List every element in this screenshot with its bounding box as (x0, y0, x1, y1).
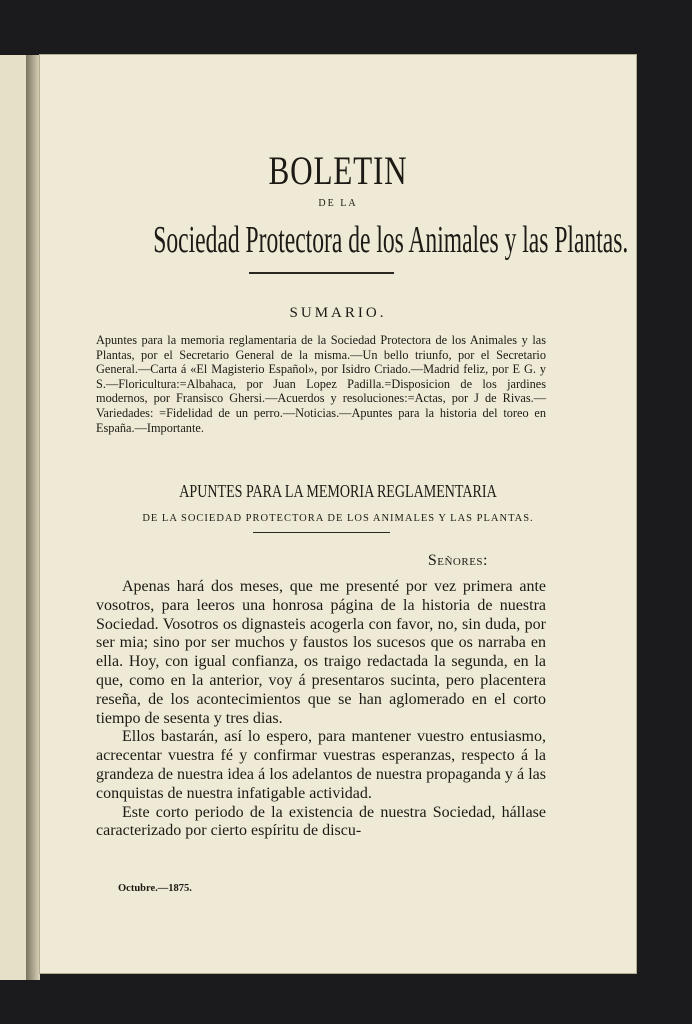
society-name: Sociedad Protectora de los Animales y las Plantas. (153, 219, 629, 261)
title-connector: DE LA (318, 198, 358, 209)
section-rule (253, 532, 390, 533)
paragraph-1: Apenas hará dos meses, que me presenté por vez primera ante vosotros, para leeros una honrosa página de la historia de nuestra Sociedad. Vosotros os dignasteis acogerla con favor, no, sin duda, por ser mia; sino por ser muchos y faustos los sucesos que os narraba en ella. Hoy, con igual confianza, os traigo redactada la segunda, en la que, como en la anterior, voy á presentaros sucinta, pero placentera reseña, de los acontecimientos que se han aglomerado en el corto tiempo de sesenta y tres dias. (96, 578, 546, 727)
paragraph-2: Ellos bastarán, así lo espero, para mantener vuestro entusiasmo, acrecentar vuestra fé y confirmar vuestras esperanzas, respecto á la grandeza de nuestra idea á los adelantos de nuestra propaganda y á las conquistas de nuestra infatigable actividad. (96, 728, 546, 802)
salutation: Señores: (427, 552, 488, 569)
book-page (40, 55, 636, 973)
section-title: APUNTES PARA LA MEMORIA REGLAMENTARIA (179, 481, 497, 501)
section-subtitle: DE LA SOCIEDAD PROTECTORA DE LOS ANIMALES Y LAS PLANTAS. (142, 513, 534, 524)
left-page-edge (0, 55, 28, 980)
book-spine (26, 55, 40, 980)
sumario-text: Apuntes para la memoria reglamentaria de la Sociedad Protectora de los Animales y las Plantas, por el Secretario General de la misma.—Un bello triunfo, por el Secretario General.—Carta á «El Magisterio Español», por Isidro Criado.—Madrid feliz, por E G. y S.—Floricultura:=Albahaca, por Juan Lopez Padilla.=Disposicion de los jardines modernos, por Fransisco Ghersi.—Acuerdos y resoluciones:=Actas, por J de Rivas.— Variedades: =Fidelidad de un perro.—Noticias.—Apuntes para la historia del toreo en España.—Importante. (96, 333, 546, 435)
page-footer-date: Octubre.—1875. (118, 883, 192, 894)
page-title: BOLETIN (268, 148, 408, 193)
title-rule (249, 272, 394, 274)
body-text (96, 578, 546, 841)
paragraph-3: Este corto periodo de la existencia de nuestra Sociedad, hállase caracterizado por cierto espíritu de discu- (96, 803, 546, 840)
sumario-heading: SUMARIO. (289, 305, 387, 321)
